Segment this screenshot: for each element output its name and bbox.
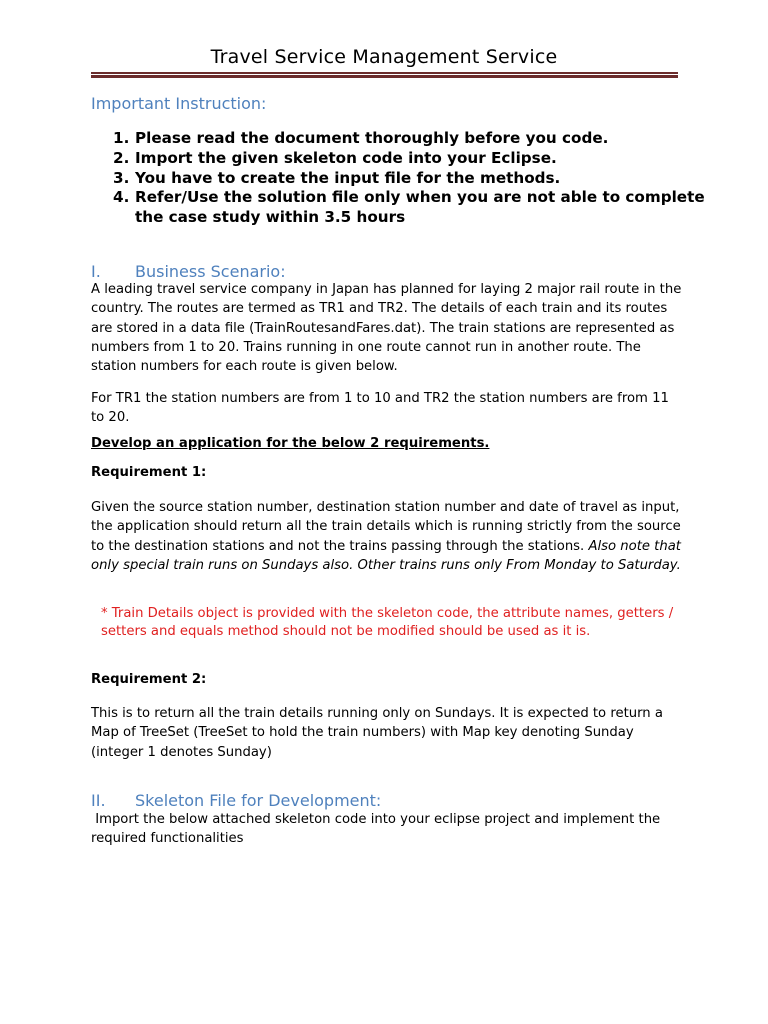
requirement-1-italic-note: Also note that only special train runs on Sundays also. Other trains runs only From Monday to Saturday. bbox=[91, 538, 681, 573]
requirement-1-paragraph bbox=[91, 498, 686, 575]
section-title: Skeleton File for Development: bbox=[135, 791, 382, 810]
route-stations-paragraph: For TR1 the station numbers are from 1 to 10 and TR2 the station numbers are from 11 to 20. bbox=[91, 391, 669, 426]
instruction-number: 2. bbox=[113, 148, 130, 167]
document-title: Travel Service Management Service bbox=[210, 46, 558, 68]
business-scenario-heading bbox=[91, 262, 286, 281]
instruction-number: 1. bbox=[113, 129, 130, 147]
requirement-1-text: Given the source station number, destination station number and date of travel as input, the application should return all the train details which is running strictly from the source to the destination stations and not the trains passing through the stations. bbox=[91, 500, 681, 554]
instruction-item bbox=[113, 169, 713, 189]
section-numeral: I. bbox=[91, 262, 101, 281]
business-scenario-paragraph: A leading travel service company in Japan has planned for laying 2 major rail route in the country. The routes are termed as TR1 and TR2. The details of each train and its routes are stored in a data file (TrainRoutesandFares.dat). The train stations are represented as numbers from 1 to 20. Trains running in one route cannot run in another route. The station numbers for each route is given below. bbox=[91, 282, 682, 375]
skeleton-file-paragraph: Import the below attached skeleton code into your eclipse project and implement the required functionalities bbox=[91, 812, 665, 847]
develop-application-line: Develop an application for the below 2 requirements. bbox=[91, 436, 490, 451]
requirement-1-heading: Requirement 1: bbox=[91, 465, 207, 480]
skeleton-file-heading bbox=[91, 791, 381, 810]
instruction-item bbox=[113, 149, 713, 169]
section-numeral: II. bbox=[91, 791, 106, 810]
instruction-item bbox=[113, 129, 713, 149]
instruction-number: 3. bbox=[113, 168, 130, 187]
train-details-note: * Train Details object is provided with the skeleton code, the attribute names, getters / setters and equals method should not be modified should be used as it is. bbox=[101, 606, 674, 639]
instruction-number: 4. bbox=[113, 188, 130, 207]
section-title: Business Scenario: bbox=[135, 262, 286, 281]
instruction-text: Please read the document thoroughly before you code. bbox=[135, 129, 609, 147]
instruction-text: Refer/Use the solution file only when you are not able to complete the case study within 3.5 hours bbox=[135, 188, 705, 227]
instruction-text: You have to create the input file for the methods. bbox=[135, 168, 561, 187]
requirement-2-heading: Requirement 2: bbox=[91, 672, 207, 687]
requirement-2-paragraph: This is to return all the train details running only on Sundays. It is expected to return a Map of TreeSet (TreeSet to hold the train numbers) with Map key denoting Sunday (integer 1 denotes Sunday) bbox=[91, 706, 663, 760]
important-instruction-heading: Important Instruction: bbox=[91, 94, 267, 113]
instruction-text: Import the given skeleton code into your Eclipse. bbox=[135, 148, 557, 167]
instruction-list bbox=[113, 129, 713, 228]
title-divider bbox=[91, 72, 678, 78]
instruction-item bbox=[113, 188, 713, 228]
